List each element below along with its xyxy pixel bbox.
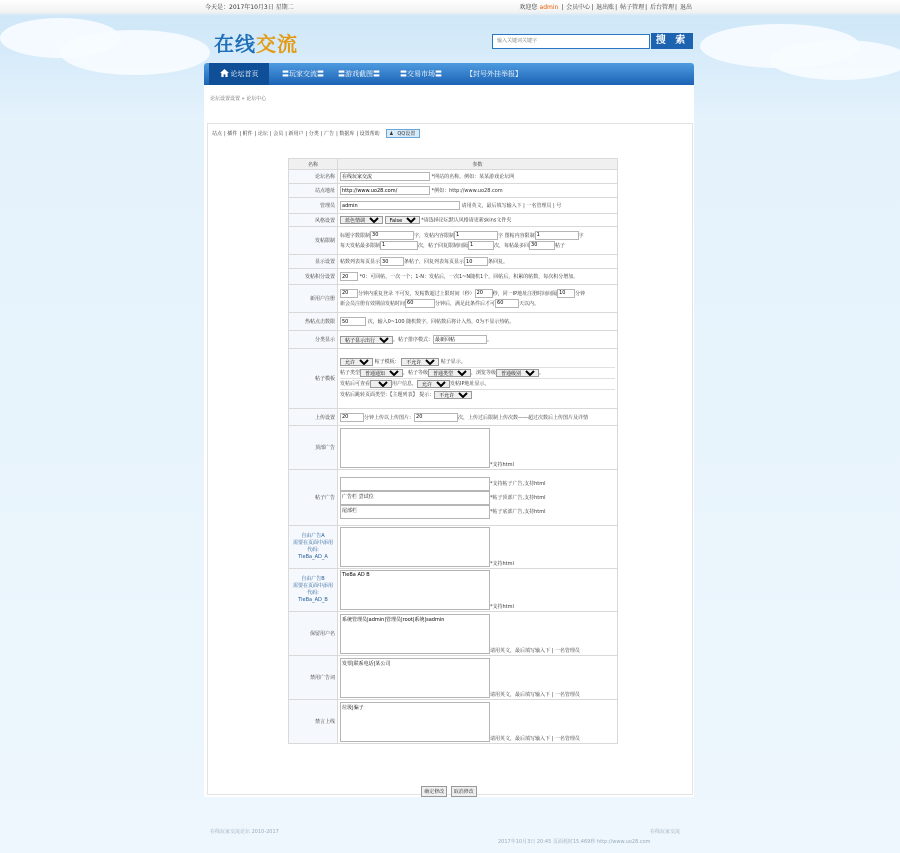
label-admin: 管理员 <box>289 198 338 214</box>
view-after-select[interactable] <box>370 380 392 388</box>
label-forum-name: 论坛名称 <box>289 170 338 184</box>
keep-user-textarea[interactable] <box>340 614 490 654</box>
daily-limit-input[interactable] <box>380 241 418 250</box>
footer-right: 在线玩家交流 <box>650 829 681 835</box>
exit-link[interactable]: 退出 <box>679 4 692 11</box>
date-text: 今天是：2017年10月3日 星期二 <box>205 4 294 11</box>
max-reply-input[interactable] <box>529 241 555 250</box>
label-skin: 风格设置 <box>289 214 338 227</box>
ip-show-select[interactable] <box>417 380 450 388</box>
label-ad-b: 自由广告B 需要在页面中添用 代码: TieBa_AD_B <box>289 569 338 612</box>
member-center-link[interactable]: 会员中心 <box>566 4 591 11</box>
sort-mode-input[interactable] <box>433 335 487 344</box>
ad-top-textarea[interactable] <box>340 428 490 468</box>
topics-per-page-input[interactable] <box>380 257 404 266</box>
label-post-limit: 发帖限制 <box>289 227 338 255</box>
reset-button[interactable]: 取消修改 <box>451 786 477 797</box>
content-limit-input[interactable] <box>454 231 498 240</box>
label-ad-a: 自由广告A 需要在页面中添用 代码: TieBa_AD_A <box>289 526 338 569</box>
tab-forum[interactable]: 论坛 <box>257 131 268 137</box>
days-input[interactable] <box>495 299 519 308</box>
label-display: 显示设置 <box>289 255 338 269</box>
main-content <box>204 85 694 797</box>
nav-home[interactable]: 论坛首页 <box>209 63 269 85</box>
skin-flag-select[interactable] <box>385 216 420 224</box>
footer-left: 在线玩家交流论坛 2010-2017 <box>210 829 279 835</box>
footer-meta: 2017年10月3日 20:45 页面耗时15.469秒 http://www.uo28.com <box>498 839 651 845</box>
label-reward: 发帖积分设置 <box>289 269 338 285</box>
top-bar <box>205 3 693 13</box>
nav-player-exchange[interactable]: 〓玩家交流〓 <box>282 70 324 78</box>
site-logo[interactable]: 在线交流 <box>214 32 298 56</box>
settings-table: 名称 参数 论坛名称 在线玩家交流 *网站的名称。例如：某某游戏论坛网 站点地址 http://www.uo28.com/ *例如：http://www.uo28.com 管理员 admin 请用英文，最后填写输入下 | 一名管理员 | 号 风格设置 蓝色情调 False *请选择论坛默认风格请更新skins文件夹 发帖限制 标题字数限制30 字，发帖内容限制1 字 图帖内容限制1 字 每天发帖最多限制1 次，帖子回复限制间隔1 次，每帖最多回30 帖子 显示设置 帖数列表每页显示30 条帖子，回复列表每页显示10 条回复。 发帖积分设置 20 *0：可回帖，一次一个；1-N：发帖后，一次1~N随机1个，回帖后，积累的帖数，每次积分增加。 新用户注册 20分钟内重复登录 不可发，发帖数超过上限时间（秒）20 秒，同一IP地址注册时间间隔10 分钟 新会员注册有效期前发帖时间60 分钟后，满足此条件后才可60 天以内。 热帖点击数限 50 次，输入0~100 随机数字，回帖数后将计入热，0为不显示热帖。 分类显示 帖子显示出行 。帖子排序模式：最新回帖 。 帖子模板 允许 帖子模板： 不允许 帖子显示。 帖子类型 普通通知 ，帖子等级 普通类型 ，浏览等级 普通级别 。 发帖后可查看 用户信息， 允许 发帖IP地址显示。 发帖后跳转页面类型：【主题列表】 提示： 不允许 上传设置 20 分钟上传以上传图片：20 次，上传过后限制上传次数——超过次数后上传图片及详情 顶部广告 *支持html 帖子广告 *支持帖子广告,支持html 广告栏 尝试位*帖子顶部广告,支持html 尾部栏*帖子底部广告,支持html 自由广告A 需要在页面中添用 代码: TieBa_AD_A *支持html 自由广告B 需要在页面中添用 代码: TieBa_AD_B TieBa AD B*支持html 保留用户名 系统管理员|admin|管理员|root|系统|sadmin请用英文，最后填写输入下 | 一名管理员 禁用广告词 发票|联系电话|某公司请用英文，最后填写输入下 | 一名管理员 禁言上线 垃圾|骗子请用英文，最后填写输入下 | 一名管理员 <box>288 158 618 744</box>
breadcrumb[interactable]: 论坛设置设置 » 论坛中心 <box>210 96 267 102</box>
tab-ad[interactable]: 广告 <box>324 131 335 137</box>
forum-name-input[interactable] <box>340 172 430 181</box>
tab-qq[interactable]: ♟ QQ设置 <box>386 129 420 138</box>
title-limit-input[interactable] <box>370 231 414 240</box>
label-category-display: 分类显示 <box>289 331 338 349</box>
label-register: 新用户注册 <box>289 285 338 313</box>
nav-report[interactable]: 【封号外挂举报】 <box>466 70 522 78</box>
search-input[interactable] <box>497 35 647 47</box>
post-manage-link[interactable]: 帖子管理 <box>620 4 645 11</box>
settings-panel <box>207 123 693 795</box>
logout-link[interactable]: 退出账 <box>596 4 615 11</box>
label-ban-word: 禁用广告词 <box>289 656 338 700</box>
view-level-select[interactable] <box>496 369 539 377</box>
tab-member[interactable]: 会员 <box>273 131 284 137</box>
replies-per-page-input[interactable] <box>464 257 488 266</box>
relogin-input[interactable] <box>340 289 358 298</box>
main-nav <box>204 63 694 85</box>
tab-help[interactable]: 设置帮助 <box>359 131 380 137</box>
label-hot: 热帖点击数限 <box>289 313 338 331</box>
tab-category[interactable]: 分类 <box>308 131 319 137</box>
post-interval-input[interactable] <box>475 289 493 298</box>
label-post-template: 帖子模板 <box>289 349 338 409</box>
tab-database[interactable]: 数据库 <box>339 131 355 137</box>
username-link[interactable]: admin <box>539 4 559 11</box>
image-limit-input[interactable] <box>535 231 579 240</box>
tab-site[interactable]: 站点 <box>212 131 223 137</box>
upload-minutes-input[interactable] <box>340 413 364 422</box>
admin-input[interactable] <box>340 201 460 210</box>
home-icon <box>220 69 229 77</box>
label-keep-user: 保留用户名 <box>289 612 338 656</box>
label-ad-post: 帖子广告 <box>289 470 338 526</box>
template-show-select[interactable] <box>401 358 439 366</box>
submit-button[interactable]: 确定修改 <box>421 786 447 797</box>
reward-input[interactable] <box>340 272 358 281</box>
admin-link[interactable]: 后台管理 <box>650 4 675 11</box>
tab-newuser[interactable]: 新用户 <box>288 131 304 137</box>
ip-interval-input[interactable] <box>557 289 575 298</box>
label-upload: 上传设置 <box>289 409 338 426</box>
reply-interval-input[interactable] <box>468 241 494 250</box>
search-box <box>492 34 650 49</box>
ad-b-textarea[interactable] <box>340 570 490 610</box>
ad-post-textarea-1[interactable] <box>340 477 490 491</box>
tab-attach[interactable]: 附件 <box>242 131 253 137</box>
qq-icon: ♟ <box>389 131 394 137</box>
form-buttons <box>204 786 694 797</box>
site-url-input[interactable] <box>340 186 430 195</box>
filter-textarea[interactable] <box>340 702 490 742</box>
ban-word-textarea[interactable] <box>340 658 490 698</box>
settings-tabs: 站点 | 插件 | 附件 | 论坛 | 会员 | 新用户 | 分类 | 广告 | 数据库 | 设置帮助 ♟ QQ设置 <box>212 129 422 138</box>
nav-screenshots[interactable]: 〓游戏截图〓 <box>338 70 380 78</box>
header-param: 参数 <box>338 159 618 170</box>
new-member-input[interactable] <box>405 299 435 308</box>
ad-post-textarea-3[interactable] <box>340 505 490 519</box>
label-site-url: 站点地址 <box>289 184 338 198</box>
top-links: 欢迎您 admin | 会员中心| 退出账| 帖子管理| 后台管理| 退出 <box>519 4 692 11</box>
label-ad-top: 顶部广告 <box>289 426 338 470</box>
ad-a-textarea[interactable] <box>340 527 490 567</box>
welcome-text: 欢迎您 <box>519 4 538 11</box>
ad-post-textarea-2[interactable] <box>340 491 490 505</box>
post-level-select[interactable] <box>428 369 471 377</box>
nav-market[interactable]: 〓交易市场〓 <box>400 70 442 78</box>
hot-input[interactable] <box>340 317 366 326</box>
upload-count-input[interactable] <box>414 413 458 422</box>
header-name: 名称 <box>289 159 338 170</box>
template-allow-select[interactable] <box>340 358 373 366</box>
skin-select[interactable] <box>340 216 383 224</box>
tab-plugin[interactable]: 插件 <box>227 131 238 137</box>
post-type-select[interactable] <box>360 369 403 377</box>
search-button[interactable]: 搜 索 <box>651 33 693 49</box>
label-filter: 禁言上线 <box>289 700 338 744</box>
display-mode-select[interactable] <box>340 336 393 344</box>
jump-select[interactable] <box>434 391 472 399</box>
